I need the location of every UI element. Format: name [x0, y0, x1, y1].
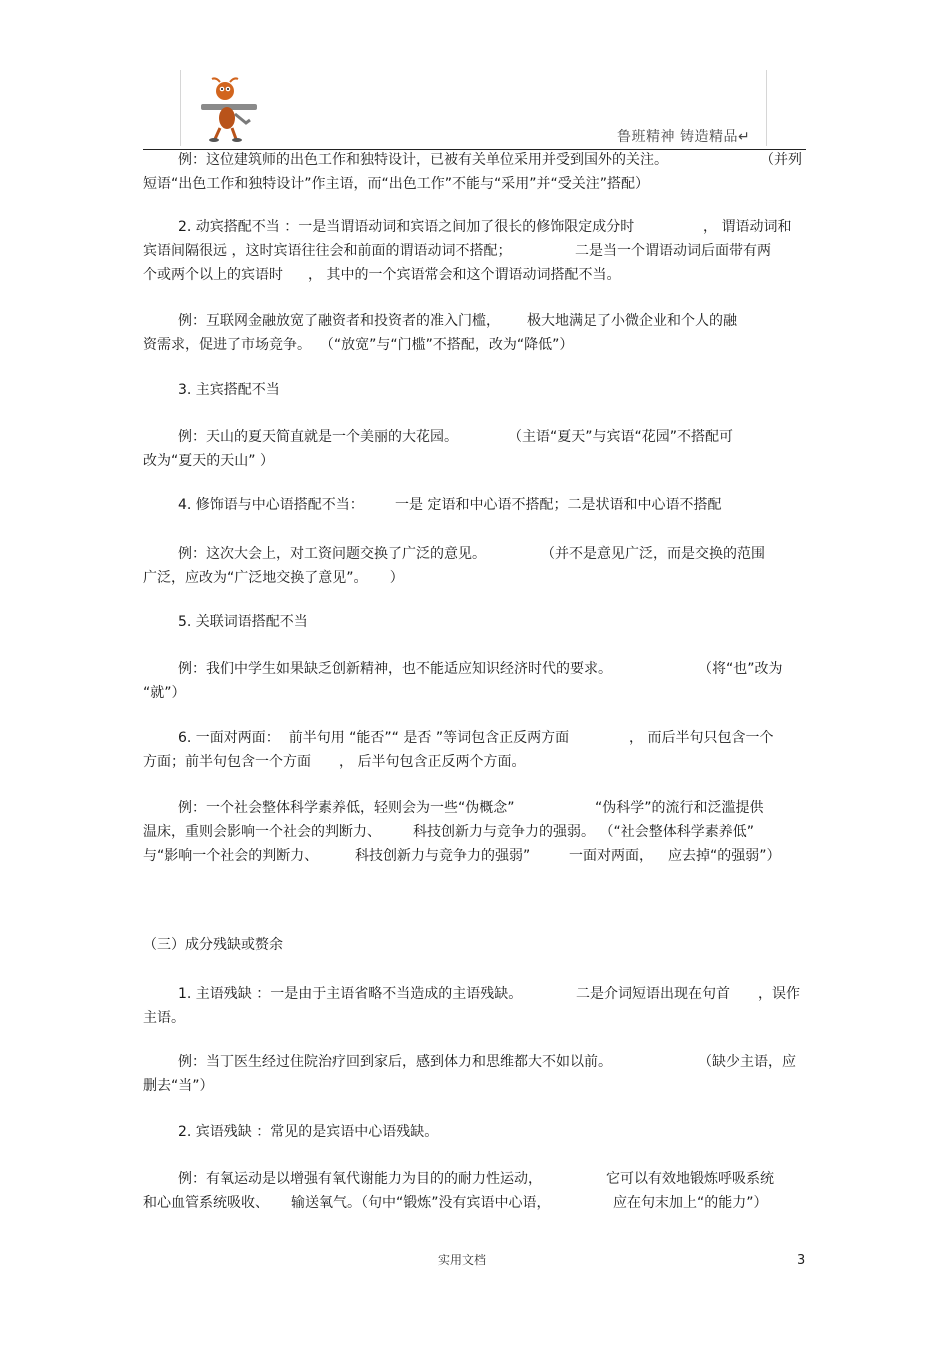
text-line: 主语。	[143, 1010, 185, 1026]
section-heading	[143, 610, 806, 634]
section-heading	[143, 1120, 806, 1144]
example-paragraph	[143, 309, 806, 357]
text-line: 例：这位建筑师的出色工作和独特设计，已被有关单位采用并受到国外的关注。	[178, 152, 668, 168]
text-line: （并列	[760, 152, 802, 168]
text-line: （缺少主语，应	[698, 1054, 796, 1070]
text-line: 短语“出色工作和独特设计”作主语，而“出色工作”不能与“采用”并“受关注”搭配）	[143, 176, 650, 192]
text-line: 例：一个社会整体科学素养低，轻则会为一些“伪概念”	[178, 800, 515, 816]
text-line: ， 谓语动词和	[703, 219, 792, 235]
rule-paragraph	[143, 726, 806, 774]
text-line: ， 后半句包含正反两个方面。	[339, 754, 526, 770]
text-line: 4. 修饰语与中心语搭配不当：	[178, 497, 364, 513]
text-line: 资需求，促进了市场竞争。 （“放宽”与“门槛”不搭配，改为“降低”）	[143, 337, 574, 353]
text-line: 1. 主语残缺 ：一是由于主语省略不当造成的主语残缺。	[178, 986, 523, 1002]
rule-paragraph	[143, 215, 806, 287]
text-line: 5. 关联词语搭配不当	[178, 614, 308, 630]
text-line: 和心血管系统吸收、	[143, 1195, 269, 1211]
page-number: 3	[797, 1253, 806, 1268]
example-paragraph	[143, 657, 806, 705]
text-line: 2. 动宾搭配不当 ：一是当谓语动词和宾语之间加了很长的修饰限定成分时	[178, 219, 635, 235]
text-line: 输送氧气。（句中“锻炼”没有宾语中心语，	[291, 1195, 551, 1211]
text-line: 例：有氧运动是以增强有氧代谢能力为目的的耐力性运动，	[178, 1171, 542, 1187]
text-line: 删去“当”）	[143, 1078, 214, 1094]
text-line: 例：互联网金融放宽了融资者和投资者的准入门槛，	[178, 313, 500, 329]
example-paragraph	[143, 148, 806, 196]
text-line: 应去掉“的强弱”）	[668, 848, 781, 864]
text-line: ，误作	[758, 986, 800, 1002]
text-line: 它可以有效地锻炼呼吸系统	[606, 1171, 774, 1187]
text-line: ， 其中的一个宾语常会和这个谓语动词搭配不当。	[308, 267, 621, 283]
example-paragraph	[143, 796, 806, 868]
text-line: ， 而后半句只包含一个	[629, 730, 774, 746]
header-motto: 鲁班精神 铸造精品↵	[617, 129, 751, 145]
text-line: 例：天山的夏天简直就是一个美丽的大花园。	[178, 429, 458, 445]
example-paragraph	[143, 1050, 806, 1098]
text-line: 宾语间隔很远 ，这时宾语往往会和前面的谓语动词不搭配；	[143, 243, 512, 259]
text-line: 3. 主宾搭配不当	[178, 382, 280, 398]
section-heading	[143, 933, 806, 957]
text-line: 例：这次大会上，对工资问题交换了广泛的意见。	[178, 546, 486, 562]
footer-label: 实用文档	[438, 1253, 487, 1267]
text-line: 应在句末加上“的能力”）	[613, 1195, 768, 1211]
text-line: 温床，重则会影响一个社会的判断力、	[143, 824, 381, 840]
text-line: 科技创新力与竞争力的强弱”	[355, 848, 531, 864]
text-line: 极大地满足了小微企业和个人的融	[527, 313, 737, 329]
text-line: （将“也”改为	[698, 661, 783, 677]
text-line: （并不是意见广泛，而是交换的范围	[541, 546, 765, 562]
text-line: “伪科学”的流行和泛滥提供	[595, 800, 764, 816]
text-line: 二是当一个谓语动词后面带有两	[575, 243, 771, 259]
example-paragraph	[143, 542, 806, 590]
example-paragraph	[143, 425, 806, 473]
text-line: 与“影响一个社会的判断力、	[143, 848, 319, 864]
text-line: （主语“夏天”与宾语“花园”不搭配可	[508, 429, 734, 445]
rule-paragraph	[143, 982, 806, 1030]
text-line: 个或两个以上的宾语时	[143, 267, 283, 283]
text-line: （三）成分残缺或赘余	[143, 937, 283, 953]
text-line: 例：当丁医生经过住院治疗回到家后，感到体力和思维都大不如以前。	[178, 1054, 612, 1070]
section-heading	[143, 493, 806, 517]
text-line: 一是 定语和中心语不搭配；二是状语和中心语不搭配	[395, 497, 722, 513]
text-line: 方面；前半句包含一个方面	[143, 754, 311, 770]
ant-mascot-logo	[198, 76, 260, 144]
text-line: 例：我们中学生如果缺乏创新精神，也不能适应知识经济时代的要求。	[178, 661, 612, 677]
text-line: 二是介词短语出现在句首	[576, 986, 730, 1002]
section-heading	[143, 378, 806, 402]
text-line: 一面对两面，	[569, 848, 653, 864]
text-line: 6. 一面对两面： 前半句用 “能否”“ 是否 ”等词包含正反两方面	[178, 730, 570, 746]
text-line: 科技创新力与竞争力的强弱。 （“社会整体科学素养低”	[413, 824, 754, 840]
text-line: 2. 宾语残缺 ：常见的是宾语中心语残缺。	[178, 1124, 439, 1140]
example-paragraph	[143, 1167, 806, 1215]
text-line: 改为“夏天的天山” ）	[143, 453, 274, 469]
text-line: 广泛，应改为“广泛地交换了意见”。 ）	[143, 570, 404, 586]
text-line: “就”）	[143, 685, 186, 701]
